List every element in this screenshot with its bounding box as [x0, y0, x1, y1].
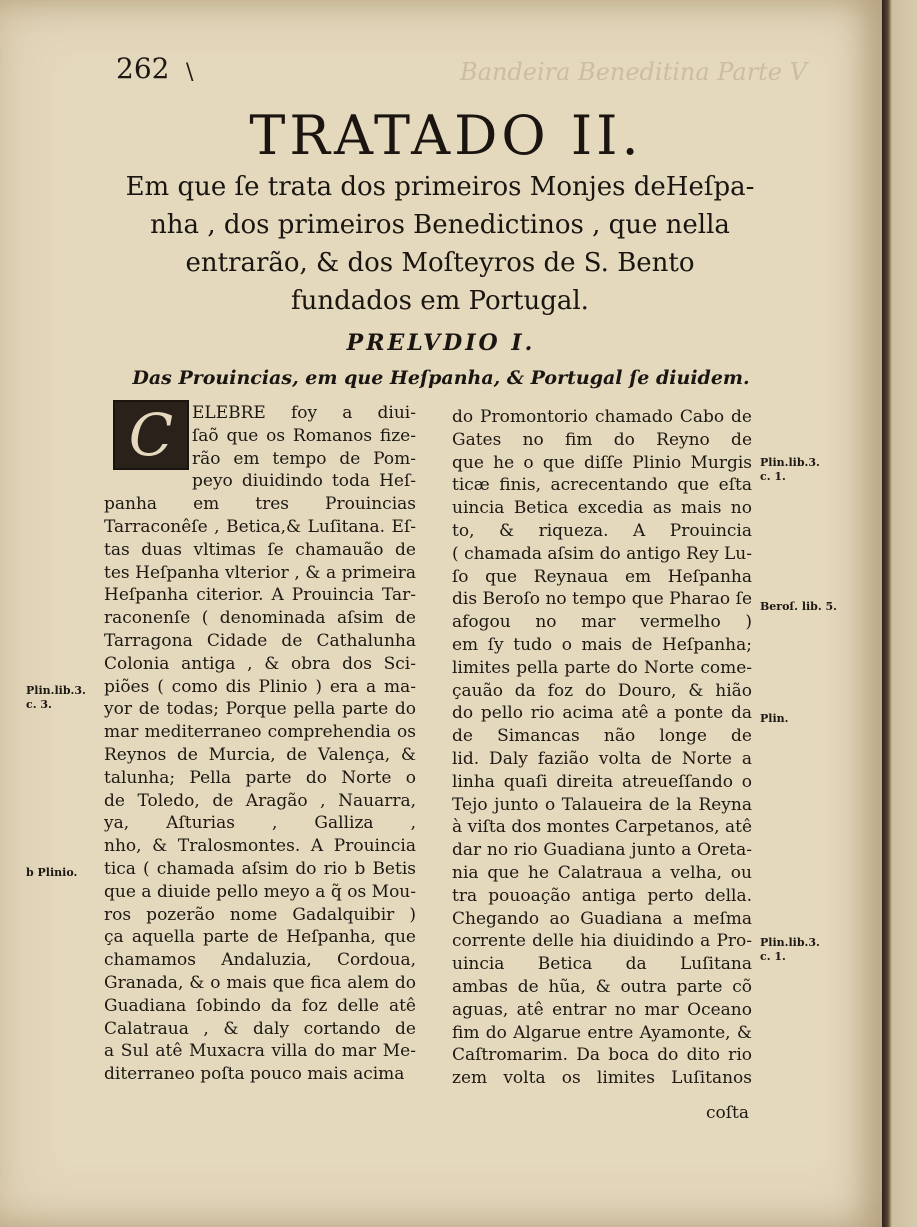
subtitle-line: nha , dos primeiros Benedictinos , que nella: [150, 210, 730, 240]
text-line: ambas de hũa, & outra parte cõ: [452, 976, 752, 997]
text-line: Tarraconêſe , Betica,& Luſitana. Eſ-: [104, 516, 416, 537]
margin-note: Beroſ. lib. 5.: [760, 600, 838, 613]
text-line: Calatraua , & daly cortando de: [104, 1018, 416, 1039]
text-line: linha quaſi direita atreueſſando o: [452, 771, 752, 792]
text-line: Granada, & o mais que fica alem do: [104, 972, 416, 993]
text-line: piões ( como dis Plinio ) era a ma-: [104, 676, 416, 697]
text-line: tra pouoação antiga perto della.: [452, 885, 752, 906]
text-line: Guadiana ſobindo da foz delle atê: [104, 995, 416, 1016]
treatise-title: TRATADO II.: [249, 104, 643, 167]
text-line: nia que he Calatraua a velha, ou: [452, 862, 752, 883]
text-line: dis Beroſo no tempo que Pharao ſe: [452, 589, 752, 610]
subtitle-line: fundados em Portugal.: [291, 286, 589, 316]
text-line: panha em tres Prouincias: [104, 494, 416, 515]
text-line: ya, Aſturias , Galliza ,: [104, 813, 416, 834]
text-line: afogou no mar vermelho ): [452, 612, 752, 633]
margin-note: Plin.: [760, 712, 789, 725]
text-line: de Toledo, de Aragão , Nauarra,: [104, 790, 416, 811]
text-line: Colonia antiga , & obra dos Sci-: [104, 653, 416, 674]
text-line: de Simancas não longe de: [452, 726, 752, 747]
text-line: tes Heſpanha vlterior , & a primeira: [104, 562, 416, 583]
text-line: nho, & Tralosmontes. A Prouincia: [104, 836, 416, 857]
text-line: çauão da foz do Douro, & hião: [452, 680, 752, 701]
text-line: peyo diuidindo toda Heſ-: [192, 471, 416, 492]
text-line: yor de todas; Porque pella parte do: [104, 699, 416, 720]
page-number: 262: [116, 52, 170, 85]
text-line: fim do Algarue entre Ayamonte, &: [452, 1022, 752, 1043]
text-line: ça aquella parte de Heſpanha, que: [104, 927, 416, 948]
text-line: uincia Betica excedia as mais no: [452, 498, 752, 519]
next-page-edge: [882, 0, 917, 1227]
text-line: que a diuide pello meyo a q̃ os Mou-: [104, 881, 416, 902]
text-line: limites pella parte do Norte come-: [452, 657, 752, 678]
prelude-heading: PRELVDIO I.: [346, 330, 536, 356]
text-line: rão em tempo de Pom-: [192, 448, 416, 469]
subtitle-line: Em que ſe trata dos primeiros Monjes deHeſpa-: [125, 172, 755, 202]
text-line: mar mediterraneo comprehendia os: [104, 722, 416, 743]
text-line: Caſtromarim. Da boca do dito rio: [452, 1045, 752, 1066]
text-line: diterraneo poſta pouco mais acima: [104, 1064, 405, 1085]
text-line: Gates no fim do Reyno de: [452, 429, 752, 450]
text-line: que he o que diſſe Plinio Murgis: [452, 452, 752, 473]
treatise-subtitle: [110, 168, 770, 320]
text-line: dar no rio Guadiana junto a Oreta-: [452, 840, 752, 861]
right-column: [452, 406, 752, 1090]
drop-cap-letter: C: [128, 401, 174, 469]
left-column: [104, 402, 416, 1086]
text-line: tas duas vltimas ſe chamauão de: [104, 539, 416, 560]
section-heading: Das Prouincias, em que Heſpanha, & Portugal ſe diuidem.: [132, 367, 750, 389]
bleed-through-text: Bandeira Beneditina Parte V: [460, 58, 807, 86]
margin-note: b Plinio.: [26, 866, 78, 879]
margin-note: Plin.lib.3. c. 1.: [760, 936, 820, 963]
margin-note: Plin.lib.3. c. 1.: [760, 456, 820, 483]
catchword: coſta: [706, 1103, 750, 1123]
text-line: a Sul atê Muxacra villa do mar Me-: [104, 1041, 416, 1062]
text-line: to, & riqueza. A Prouincia: [452, 520, 752, 541]
text-line: Tejo junto o Talaueira de la Reyna: [452, 794, 752, 815]
text-line: talunha; Pella parte do Norte o: [104, 767, 416, 788]
text-line: ( chamada aſsim do antigo Rey Lu-: [452, 543, 752, 564]
text-line: em ſy tudo o mais de Heſpanha;: [452, 634, 752, 655]
text-line: raconenſe ( denominada aſsim de: [104, 608, 416, 629]
text-line: zem volta os limites Luſitanos: [452, 1068, 752, 1089]
text-line: Chegando ao Guadiana a meſma: [452, 908, 752, 929]
text-line: à viſta dos montes Carpetanos, atê: [452, 817, 752, 838]
text-line: chamamos Andaluzia, Cordoua,: [104, 950, 416, 971]
text-line: corrente delle hia diuidindo a Pro-: [452, 931, 752, 952]
text-line: ELEBRE foy a diui-: [192, 403, 416, 423]
subtitle-line: entrarão, & dos Moſteyros de S. Bento: [185, 248, 695, 278]
text-line: aguas, atê entrar no mar Oceano: [452, 999, 752, 1020]
text-line: ſaõ que os Romanos fize-: [192, 425, 416, 446]
text-line: do Promontorio chamado Cabo de: [452, 407, 752, 427]
text-line: uincia Betica da Luſitana: [452, 954, 752, 975]
text-line: ros pozerão nome Gadalquibir ): [104, 904, 416, 925]
text-line: ticæ finis, acrecentando que eſta: [452, 475, 752, 496]
text-line: tica ( chamada aſsim do rio b Betis: [104, 858, 416, 879]
text-line: Reynos de Murcia, de Valença, &: [104, 744, 416, 765]
text-line: ſo que Reynaua em Heſpanha: [452, 566, 752, 587]
text-line: Tarragona Cidade de Cathalunha: [104, 630, 416, 651]
text-line: Heſpanha citerior. A Prouincia Tar-: [104, 585, 416, 606]
text-line: do pello rio acima atê a ponte da: [452, 703, 752, 724]
margin-note: Plin.lib.3. c. 3.: [26, 684, 86, 711]
page-mark: \: [186, 60, 194, 85]
text-line: lid. Daly fazião volta de Norte a: [452, 748, 752, 769]
